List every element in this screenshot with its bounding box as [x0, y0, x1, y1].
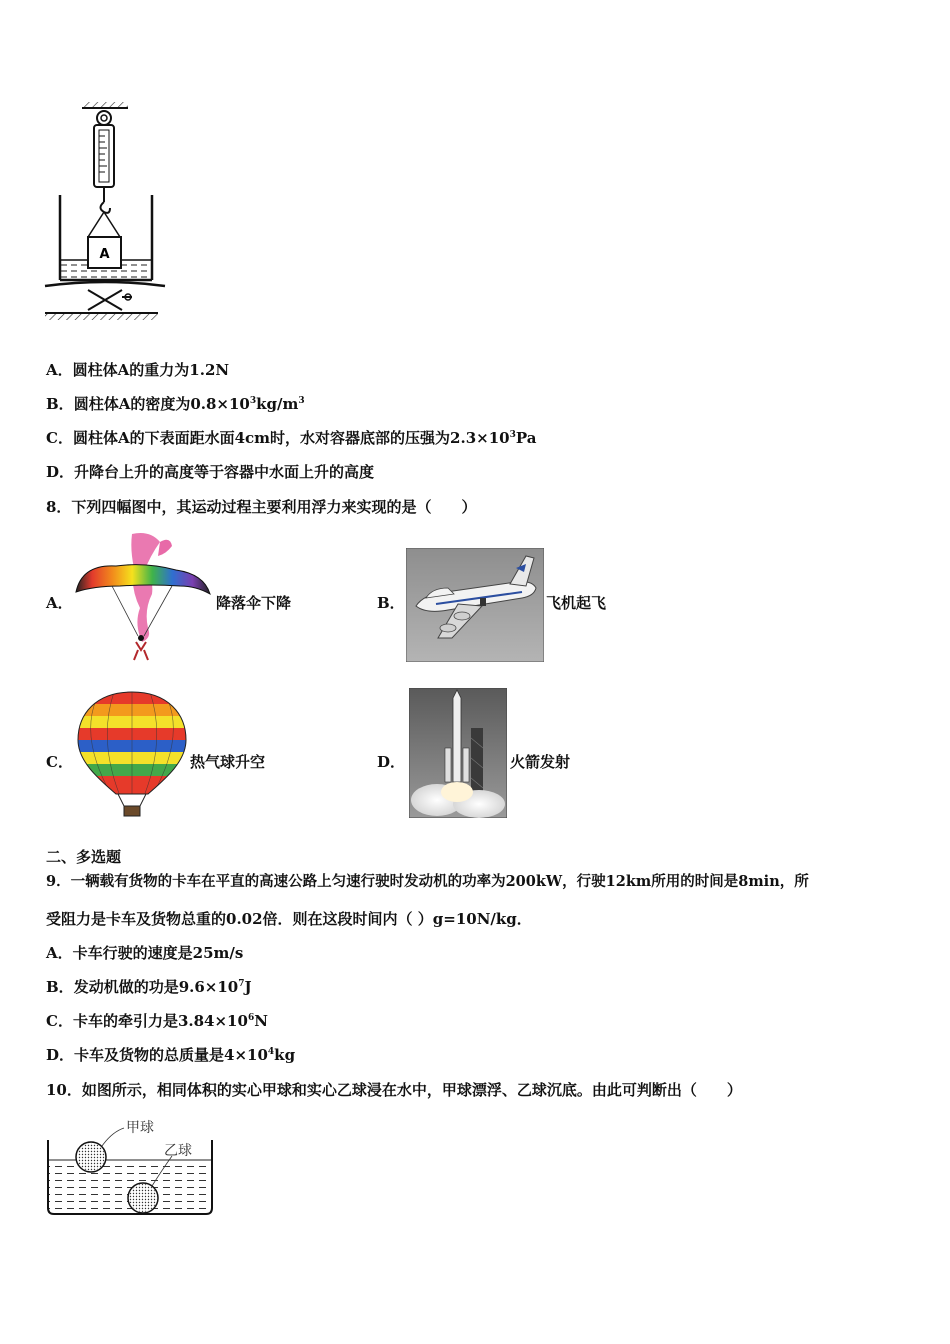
option-prefix: B． — [46, 978, 74, 996]
q8-choice-d-letter[interactable]: D． — [377, 753, 406, 771]
option-text: 圆柱体A的重力为1.2N — [72, 361, 230, 379]
q7-option-a[interactable] — [46, 360, 229, 380]
option-prefix: B． — [46, 395, 74, 413]
q8-choice-d-caption: 火箭发射 — [510, 753, 571, 771]
q9-option-d[interactable] — [46, 1045, 295, 1065]
q7-option-d[interactable] — [46, 462, 374, 482]
option-text-unit: N — [254, 1012, 268, 1030]
q8-stem: 8．下列四幅图中，其运动过程主要利用浮力来实现的是（ ） — [46, 498, 477, 516]
q8-choice-b-letter[interactable]: B． — [377, 594, 405, 612]
option-prefix: D． — [46, 463, 75, 481]
option-text: 圆柱体A的密度为0.8×10 — [73, 395, 250, 413]
spring-scale-figure — [40, 100, 170, 322]
airplane-image[interactable] — [406, 548, 544, 662]
option-prefix: A． — [46, 361, 73, 379]
option-text: 卡车行驶的速度是25m/s — [72, 944, 244, 962]
option-prefix: C． — [46, 1012, 73, 1030]
section-title: 二、多选题 — [46, 848, 122, 866]
q8-choice-b-caption: 飞机起飞 — [546, 594, 607, 612]
exponent: 7 — [238, 979, 245, 989]
q9-option-b[interactable] — [46, 977, 252, 997]
option-text: 圆柱体A的下表面距水面4cm时，水对容器底部的压强为2.3×10 — [72, 429, 510, 447]
q9-stem-line2: 受阻力是卡车及货物总重的0.02倍．则在这段时间内（ ）g=10N/kg． — [46, 910, 532, 928]
ball-b-label: 乙球 — [164, 1143, 192, 1159]
q8-choice-c-letter[interactable]: C． — [46, 753, 73, 771]
q8-choice-a-letter[interactable]: A． — [46, 594, 73, 612]
q9-stem-line1: 9．一辆载有货物的卡车在平直的高速公路上匀速行驶时发动机的功率为200kW，行驶12km所用的时间是8min，所 — [46, 873, 809, 890]
option-text: 卡车及货物的总质量是4×10 — [74, 1046, 268, 1064]
option-text-unit: kg/m — [256, 395, 299, 413]
balls-in-water-figure — [42, 1114, 218, 1222]
q8-choice-c-caption: 热气球升空 — [190, 753, 266, 771]
option-prefix: C． — [46, 429, 73, 447]
hot-air-balloon-image[interactable] — [76, 690, 188, 820]
q7-option-b[interactable] — [46, 394, 305, 414]
exponent: 6 — [247, 1013, 255, 1023]
option-prefix: D． — [46, 1046, 75, 1064]
option-text: 发动机做的功是9.6×10 — [73, 978, 239, 996]
exponent: 4 — [267, 1047, 275, 1057]
option-text-unit: Pa — [515, 429, 537, 447]
option-prefix: A． — [46, 944, 73, 962]
option-text: 升降台上升的高度等于容器中水面上升的高度 — [74, 463, 375, 481]
q9-option-c[interactable] — [46, 1011, 268, 1031]
exponent: 3 — [249, 396, 257, 406]
block-a-label: A — [99, 247, 110, 262]
exponent: 3 — [509, 430, 516, 440]
option-text-unit: kg — [274, 1046, 296, 1064]
option-text: 卡车的牵引力是3.84×10 — [72, 1012, 248, 1030]
exponent: 3 — [298, 396, 305, 406]
q7-option-c[interactable] — [46, 428, 536, 448]
parachute-image[interactable] — [72, 528, 214, 664]
q10-stem: 10．如图所示，相同体积的实心甲球和实心乙球浸在水中，甲球漂浮、乙球沉底。由此可判断出（ ） — [46, 1081, 742, 1099]
q9-option-a[interactable] — [46, 943, 243, 963]
option-text-unit: J — [244, 978, 252, 996]
q8-choice-a-caption: 降落伞下降 — [216, 594, 292, 612]
ball-a-label: 甲球 — [126, 1120, 154, 1136]
rocket-launch-image[interactable] — [409, 688, 507, 818]
